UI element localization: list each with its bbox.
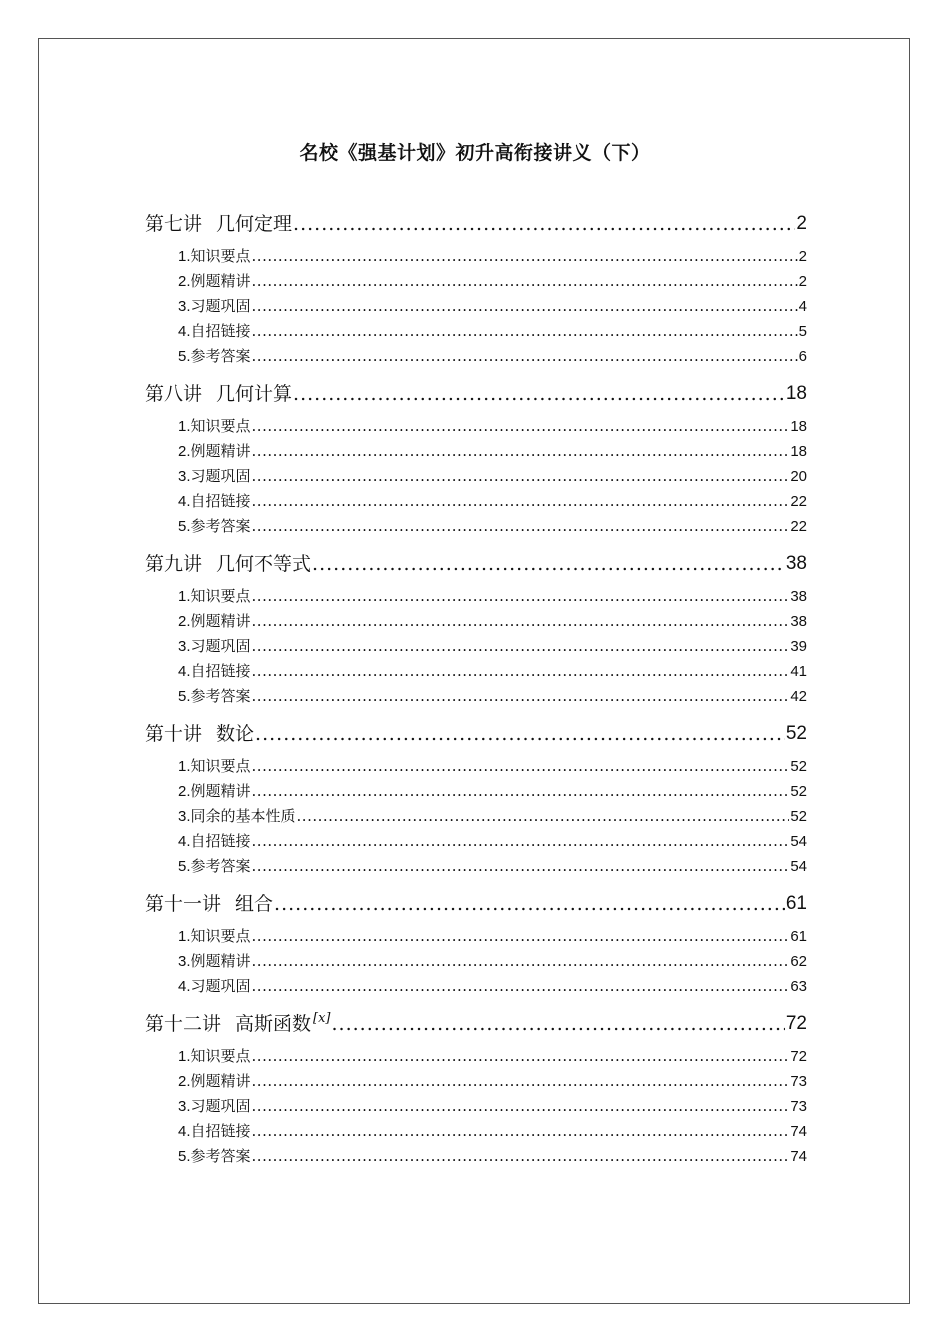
chapter-number: 第七讲 [145, 213, 203, 235]
toc-section-entry[interactable] [145, 949, 807, 974]
section-label: 知识要点 [190, 757, 251, 775]
dot-leader [252, 659, 790, 684]
section-number: 5. [178, 348, 191, 365]
chapter-page-number: 52 [785, 723, 807, 744]
section-number: 5. [178, 1148, 191, 1165]
section-number: 2. [178, 443, 191, 460]
chapter-number: 第十讲 [145, 723, 203, 745]
section-page-number: 22 [790, 493, 807, 510]
toc-section-list [145, 754, 807, 879]
toc-section-list [145, 244, 807, 369]
toc-section-entry[interactable] [145, 439, 807, 464]
section-page-number: 38 [790, 588, 807, 605]
chapter-label [145, 718, 254, 750]
dot-leader [252, 1069, 790, 1094]
section-label: 习题巩固 [190, 297, 251, 315]
section-label: 参考答案 [190, 687, 251, 705]
toc-section-list [145, 1044, 807, 1169]
section-number: 2. [178, 783, 191, 800]
toc-section-list [145, 414, 807, 539]
section-page-number: 63 [790, 978, 807, 995]
dot-leader [252, 514, 790, 539]
dot-leader [332, 1008, 785, 1040]
section-page-number: 52 [790, 758, 807, 775]
chapter-page-number: 72 [785, 1013, 807, 1034]
chapter-page-number: 61 [785, 893, 807, 914]
section-label: 例题精讲 [190, 272, 251, 290]
dot-leader [252, 829, 790, 854]
chapter-label [145, 208, 292, 240]
section-page-number: 2 [798, 248, 807, 265]
section-page-number: 72 [790, 1048, 807, 1065]
section-page-number: 54 [790, 833, 807, 850]
section-page-number: 54 [790, 858, 807, 875]
section-number: 3. [178, 1098, 191, 1115]
section-page-number: 42 [790, 688, 807, 705]
toc-section-entry[interactable] [145, 854, 807, 879]
document-title: 名校《强基计划》初升高衔接讲义（下） [299, 142, 651, 164]
chapter-number: 第八讲 [145, 383, 203, 405]
toc-section-entry[interactable] [145, 244, 807, 269]
section-label: 例题精讲 [190, 952, 251, 970]
toc-section-entry[interactable] [145, 804, 807, 829]
section-number: 1. [178, 928, 191, 945]
section-page-number: 38 [790, 613, 807, 630]
section-number: 1. [178, 588, 191, 605]
section-label: 例题精讲 [190, 782, 251, 800]
toc-section-entry[interactable] [145, 609, 807, 634]
toc-section-entry[interactable] [145, 684, 807, 709]
dot-leader [252, 754, 790, 779]
section-page-number: 62 [790, 953, 807, 970]
chapter-label [145, 888, 273, 920]
toc-chapter [145, 378, 807, 539]
dot-leader [274, 888, 785, 920]
toc-section-entry[interactable] [145, 829, 807, 854]
toc-section-entry[interactable] [145, 634, 807, 659]
section-number: 1. [178, 1048, 191, 1065]
section-number: 3. [178, 808, 191, 825]
section-page-number: 73 [790, 1073, 807, 1090]
chapter-number: 第九讲 [145, 553, 203, 575]
section-number: 5. [178, 518, 191, 535]
dot-leader [252, 1044, 790, 1069]
toc-chapter-entry[interactable] [145, 888, 807, 920]
dot-leader [255, 718, 785, 750]
chapter-name: 几何不等式 [216, 553, 312, 575]
section-number: 2. [178, 613, 191, 630]
section-number: 4. [178, 323, 191, 340]
chapter-name: 数论 [216, 723, 255, 745]
section-label: 参考答案 [190, 857, 251, 875]
section-page-number: 61 [790, 928, 807, 945]
section-label: 自招链接 [190, 662, 251, 680]
dot-leader [252, 974, 790, 999]
section-label: 例题精讲 [190, 442, 251, 460]
section-number: 4. [178, 978, 191, 995]
dot-leader [293, 378, 785, 410]
toc-section-entry[interactable] [145, 294, 807, 319]
dot-leader [252, 344, 798, 369]
toc-chapter [145, 1008, 807, 1169]
toc-section-entry[interactable] [145, 659, 807, 684]
dot-leader [252, 414, 790, 439]
chapter-label [145, 378, 292, 410]
chapter-page-number: 2 [796, 213, 807, 234]
section-page-number: 39 [790, 638, 807, 655]
section-number: 4. [178, 833, 191, 850]
dot-leader [252, 319, 798, 344]
section-number: 3. [178, 468, 191, 485]
section-number: 1. [178, 758, 191, 775]
section-page-number: 6 [798, 348, 807, 365]
gauss-bracket-x: [x] [313, 1011, 331, 1026]
dot-leader [252, 634, 790, 659]
section-label: 例题精讲 [190, 1072, 251, 1090]
section-label: 知识要点 [190, 587, 251, 605]
dot-leader [312, 548, 785, 580]
toc-section-entry[interactable] [145, 414, 807, 439]
chapter-name: 几何计算 [216, 383, 293, 405]
toc-section-entry[interactable] [145, 584, 807, 609]
dot-leader [252, 1094, 790, 1119]
chapter-page-number: 38 [785, 553, 807, 574]
chapter-name: 高斯函数 [235, 1013, 312, 1035]
section-label: 知识要点 [190, 247, 251, 265]
section-label: 参考答案 [190, 1147, 251, 1165]
toc-chapter-entry[interactable] [145, 718, 807, 750]
toc-chapter [145, 208, 807, 369]
toc-chapter-entry[interactable] [145, 208, 807, 240]
toc-section-entry[interactable] [145, 319, 807, 344]
section-number: 3. [178, 298, 191, 315]
toc-chapter-entry[interactable] [145, 378, 807, 410]
section-number: 2. [178, 273, 191, 290]
toc-section-entry[interactable] [145, 1119, 807, 1144]
toc-chapter [145, 718, 807, 879]
section-page-number: 18 [790, 418, 807, 435]
toc-chapter-entry[interactable] [145, 1008, 807, 1040]
dot-leader [252, 1119, 790, 1144]
toc-chapter [145, 888, 807, 999]
toc-section-entry[interactable] [145, 269, 807, 294]
section-number: 2. [178, 1073, 191, 1090]
dot-leader [297, 804, 790, 829]
dot-leader [252, 269, 798, 294]
section-label: 习题巩固 [190, 637, 251, 655]
section-label: 自招链接 [190, 1122, 251, 1140]
section-page-number: 4 [798, 298, 807, 315]
section-page-number: 41 [790, 663, 807, 680]
dot-leader [252, 949, 790, 974]
section-number: 4. [178, 663, 191, 680]
section-number: 1. [178, 248, 191, 265]
dot-leader [252, 854, 790, 879]
section-label: 同余的基本性质 [190, 807, 296, 825]
section-page-number: 20 [790, 468, 807, 485]
section-label: 知识要点 [190, 417, 251, 435]
toc-section-list [145, 924, 807, 999]
dot-leader [293, 208, 795, 240]
section-number: 4. [178, 493, 191, 510]
chapter-number: 第十二讲 [145, 1013, 222, 1035]
section-label: 习题巩固 [190, 1097, 251, 1115]
section-page-number: 74 [790, 1123, 807, 1140]
dot-leader [252, 439, 790, 464]
section-label: 参考答案 [190, 517, 251, 535]
chapter-name: 几何定理 [216, 213, 293, 235]
section-label: 参考答案 [190, 347, 251, 365]
section-label: 习题巩固 [190, 977, 251, 995]
section-number: 5. [178, 858, 191, 875]
chapter-page-number: 18 [785, 383, 807, 404]
chapter-name: 组合 [235, 893, 274, 915]
dot-leader [252, 294, 798, 319]
toc-chapter-entry[interactable] [145, 548, 807, 580]
section-label: 知识要点 [190, 1047, 251, 1065]
toc-section-entry[interactable] [145, 489, 807, 514]
section-page-number: 2 [798, 273, 807, 290]
section-page-number: 73 [790, 1098, 807, 1115]
toc-section-entry[interactable] [145, 754, 807, 779]
section-label: 习题巩固 [190, 467, 251, 485]
dot-leader [252, 779, 790, 804]
section-number: 1. [178, 418, 191, 435]
section-page-number: 18 [790, 443, 807, 460]
section-page-number: 5 [798, 323, 807, 340]
chapter-label [145, 1003, 331, 1040]
section-label: 自招链接 [190, 832, 251, 850]
toc-section-entry[interactable] [145, 924, 807, 949]
section-number: 3. [178, 953, 191, 970]
table-of-contents [145, 208, 807, 1178]
dot-leader [252, 609, 790, 634]
chapter-label [145, 548, 311, 580]
dot-leader [252, 489, 790, 514]
dot-leader [252, 464, 790, 489]
section-page-number: 22 [790, 518, 807, 535]
toc-section-entry[interactable] [145, 974, 807, 999]
toc-section-entry[interactable] [145, 1069, 807, 1094]
dot-leader [252, 924, 790, 949]
toc-section-list [145, 584, 807, 709]
dot-leader [252, 584, 790, 609]
toc-section-entry[interactable] [145, 1144, 807, 1169]
section-page-number: 52 [790, 783, 807, 800]
section-label: 自招链接 [190, 492, 251, 510]
section-number: 4. [178, 1123, 191, 1140]
dot-leader [252, 244, 798, 269]
section-label: 自招链接 [190, 322, 251, 340]
section-page-number: 74 [790, 1148, 807, 1165]
toc-chapter [145, 548, 807, 709]
dot-leader [252, 1144, 790, 1169]
toc-section-entry[interactable] [145, 514, 807, 539]
section-number: 3. [178, 638, 191, 655]
dot-leader [252, 684, 790, 709]
toc-section-entry[interactable] [145, 344, 807, 369]
section-label: 知识要点 [190, 927, 251, 945]
chapter-number: 第十一讲 [145, 893, 222, 915]
toc-section-entry[interactable] [145, 1044, 807, 1069]
section-page-number: 52 [790, 808, 807, 825]
section-number: 5. [178, 688, 191, 705]
toc-section-entry[interactable] [145, 779, 807, 804]
toc-section-entry[interactable] [145, 464, 807, 489]
toc-section-entry[interactable] [145, 1094, 807, 1119]
section-label: 例题精讲 [190, 612, 251, 630]
